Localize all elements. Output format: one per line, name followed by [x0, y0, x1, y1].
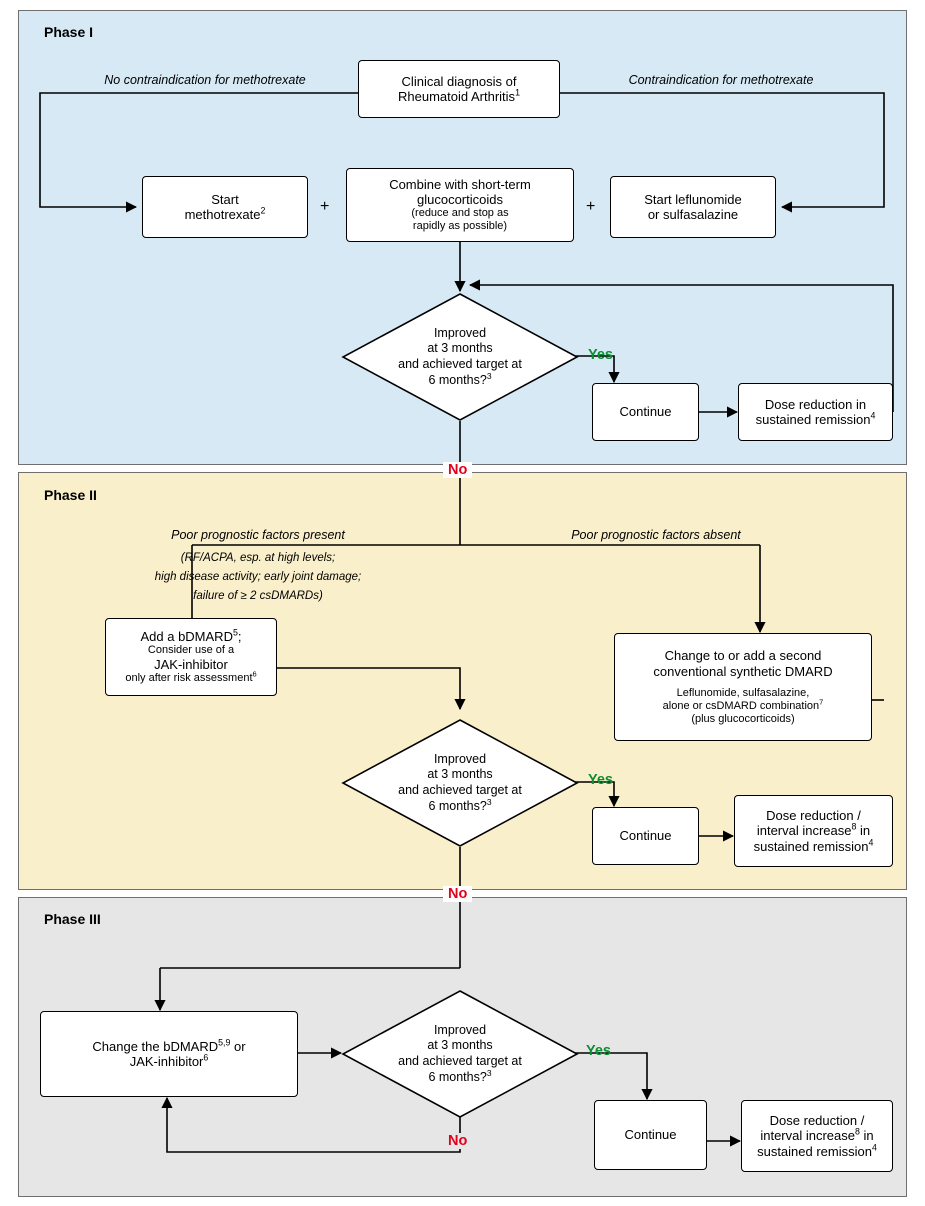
node-dose-reduction-phase3-line2 — [760, 1128, 873, 1143]
annotation-poor-prognostic-present: Poor prognostic factors present — [171, 528, 345, 542]
label-no-phase1: No — [443, 462, 472, 478]
node-continue-phase2 — [592, 807, 699, 865]
node-add-bdmard-line4 — [125, 669, 257, 685]
decision-phase3 — [341, 989, 579, 1119]
node-change-bdmard-line2-text: JAK-inhibitor — [129, 1054, 204, 1069]
decision-phase3-line3: and achieved target at — [398, 1054, 522, 1068]
node-glucocorticoids-line3: (reduce and stop as — [411, 207, 509, 220]
node-change-csdmard-line5: (plus glucocorticoids) — [691, 712, 795, 725]
node-clinical-diagnosis-line2-text: Rheumatoid Arthritis — [398, 89, 516, 104]
node-dose-reduction-phase1-line1: Dose reduction in — [764, 396, 867, 412]
node-dose-reduction-phase1-line2-text: sustained remission — [755, 412, 871, 427]
decision-phase3-line2: at 3 months — [427, 1038, 493, 1053]
node-change-csdmard-line3: Leflunomide, sulfasalazine, — [676, 686, 810, 699]
node-dose-reduction-phase3-sup1: 8 — [855, 1127, 860, 1137]
decision-phase2-line4 — [398, 796, 522, 815]
node-add-bdmard-line1 — [140, 629, 241, 644]
label-yes-phase1: Yes — [588, 347, 613, 363]
phase-1-label: Phase I — [44, 24, 94, 40]
node-change-bdmard-sup2: 6 — [203, 1052, 209, 1063]
node-continue-phase1-label: Continue — [619, 404, 672, 420]
node-continue-phase1 — [592, 383, 699, 441]
node-dose-reduction-phase1-line2 — [756, 412, 876, 427]
node-start-leflunomide-line1: Start leflunomide — [644, 191, 742, 207]
node-start-methotrexate-line1: Start — [211, 191, 239, 207]
decision-phase3-line1: Improved — [433, 1022, 487, 1037]
label-no-phase3: No — [443, 1133, 472, 1149]
decision-phase2 — [341, 718, 579, 848]
node-dose-reduction-phase2-line3-text: sustained remission — [753, 838, 869, 854]
node-change-csdmard-line1: Change to or add a second — [664, 648, 822, 664]
decision-phase1-line3: and achieved target at — [398, 357, 522, 371]
node-change-csdmard-sup: 7 — [819, 697, 824, 707]
node-glucocorticoids-line4: rapidly as possible) — [412, 220, 508, 233]
node-dose-reduction-phase2-line2b: in — [856, 823, 871, 839]
node-clinical-diagnosis-sup: 1 — [515, 87, 520, 98]
node-dose-reduction-phase2-line2-text: interval increase — [756, 823, 852, 839]
node-continue-phase3 — [594, 1100, 707, 1170]
node-add-bdmard-sup2: 6 — [252, 669, 257, 679]
phase-2-label: Phase II — [44, 487, 97, 503]
node-dose-reduction-phase3-line2b: in — [859, 1128, 874, 1144]
node-start-leflunomide — [610, 176, 776, 238]
annotation-no-contraindication: No contraindication for methotrexate — [104, 73, 306, 87]
node-dose-reduction-phase1 — [738, 383, 893, 441]
decision-phase2-line2: at 3 months — [427, 767, 493, 782]
node-add-bdmard-line3: JAK-inhibitor — [154, 657, 228, 672]
node-add-bdmard-line2: Consider use of a — [147, 644, 235, 657]
node-start-methotrexate-line2 — [185, 207, 266, 222]
decision-phase3-line4 — [398, 1067, 522, 1086]
node-clinical-diagnosis-line2 — [398, 89, 520, 104]
node-glucocorticoids — [346, 168, 574, 242]
annotation-poor-prognostic-detail-3: failure of ≥ 2 csDMARDs) — [193, 590, 323, 602]
node-change-csdmard-line4-text: alone or csDMARD combination — [662, 699, 820, 712]
node-add-bdmard-line1-text: Add a bDMARD — [140, 628, 233, 644]
annotation-contraindication: Contraindication for methotrexate — [628, 73, 814, 87]
node-add-bdmard-sup1: 5 — [232, 627, 238, 638]
node-add-bdmard — [105, 618, 277, 696]
decision-phase3-sup: 3 — [486, 1067, 492, 1078]
decision-phase2-line3: and achieved target at — [398, 783, 522, 797]
label-yes-phase2: Yes — [588, 772, 613, 788]
node-start-methotrexate — [142, 176, 308, 238]
node-start-methotrexate-line2-text: methotrexate — [184, 207, 261, 222]
node-dose-reduction-phase2 — [734, 795, 893, 867]
phase-3-label: Phase III — [44, 911, 101, 927]
node-change-csdmard-line4 — [662, 697, 824, 713]
node-glucocorticoids-line1: Combine with short-term — [389, 176, 531, 192]
annotation-poor-prognostic-detail-2: high disease activity; early joint damage; — [154, 571, 362, 583]
decision-phase2-line4-text: 6 months? — [428, 798, 487, 813]
node-start-leflunomide-line2: or sulfasalazine — [647, 207, 739, 222]
decision-phase1-line4 — [398, 370, 522, 389]
decision-phase2-sup: 3 — [486, 796, 492, 807]
node-dose-reduction-phase2-line2 — [757, 823, 870, 838]
node-change-csdmard-line2: conventional synthetic DMARD — [653, 663, 833, 679]
node-dose-reduction-phase2-line3 — [754, 839, 874, 854]
decision-phase2-line1: Improved — [433, 751, 487, 766]
decision-phase1-sup: 3 — [486, 370, 492, 381]
node-change-bdmard — [40, 1011, 298, 1097]
decision-phase3-line4-text: 6 months? — [428, 1069, 487, 1084]
node-dose-reduction-phase3-line3-text: sustained remission — [757, 1143, 872, 1159]
decision-phase1-text — [341, 292, 579, 422]
decision-phase1-line1: Improved — [433, 325, 487, 340]
node-change-bdmard-line2 — [130, 1054, 209, 1069]
node-dose-reduction-phase3 — [741, 1100, 893, 1172]
node-dose-reduction-phase1-sup: 4 — [870, 410, 876, 421]
node-change-bdmard-line1b: or — [230, 1038, 246, 1054]
node-change-bdmard-line1 — [92, 1039, 245, 1054]
node-continue-phase2-label: Continue — [619, 828, 672, 844]
node-change-csdmard — [614, 633, 872, 741]
node-dose-reduction-phase3-line2-text: interval increase — [760, 1128, 855, 1144]
node-glucocorticoids-line2: glucocorticoids — [417, 192, 503, 208]
node-dose-reduction-phase3-line1: Dose reduction / — [769, 1113, 865, 1128]
label-no-phase2: No — [443, 886, 472, 902]
node-change-bdmard-line1-text: Change the bDMARD — [92, 1038, 219, 1054]
decision-phase1-line4-text: 6 months? — [428, 372, 487, 387]
plus-sign-left: + — [320, 198, 330, 215]
node-dose-reduction-phase3-sup2: 4 — [871, 1142, 877, 1153]
decision-phase3-text — [341, 989, 579, 1119]
node-clinical-diagnosis-line1: Clinical diagnosis of — [401, 73, 517, 89]
decision-phase1-line2: at 3 months — [427, 341, 493, 356]
annotation-poor-prognostic-detail-1: (RF/ACPA, esp. at high levels; — [180, 552, 336, 564]
node-change-bdmard-sup1: 5,9 — [218, 1037, 231, 1048]
decision-phase2-text — [341, 718, 579, 848]
plus-sign-right: + — [586, 198, 596, 215]
node-dose-reduction-phase3-line3 — [757, 1144, 877, 1159]
node-add-bdmard-line4-text: only after risk assessment — [125, 672, 253, 685]
label-yes-phase3: Yes — [586, 1043, 611, 1059]
decision-phase1 — [341, 292, 579, 422]
node-continue-phase3-label: Continue — [624, 1127, 677, 1143]
annotation-poor-prognostic-absent: Poor prognostic factors absent — [571, 528, 741, 542]
node-dose-reduction-phase2-sup1: 8 — [851, 822, 857, 832]
node-add-bdmard-line1b: ; — [237, 628, 242, 644]
node-clinical-diagnosis — [358, 60, 560, 118]
node-dose-reduction-phase2-line1: Dose reduction / — [766, 808, 861, 823]
node-dose-reduction-phase2-sup2: 4 — [868, 837, 874, 848]
node-start-methotrexate-sup: 2 — [260, 205, 266, 216]
